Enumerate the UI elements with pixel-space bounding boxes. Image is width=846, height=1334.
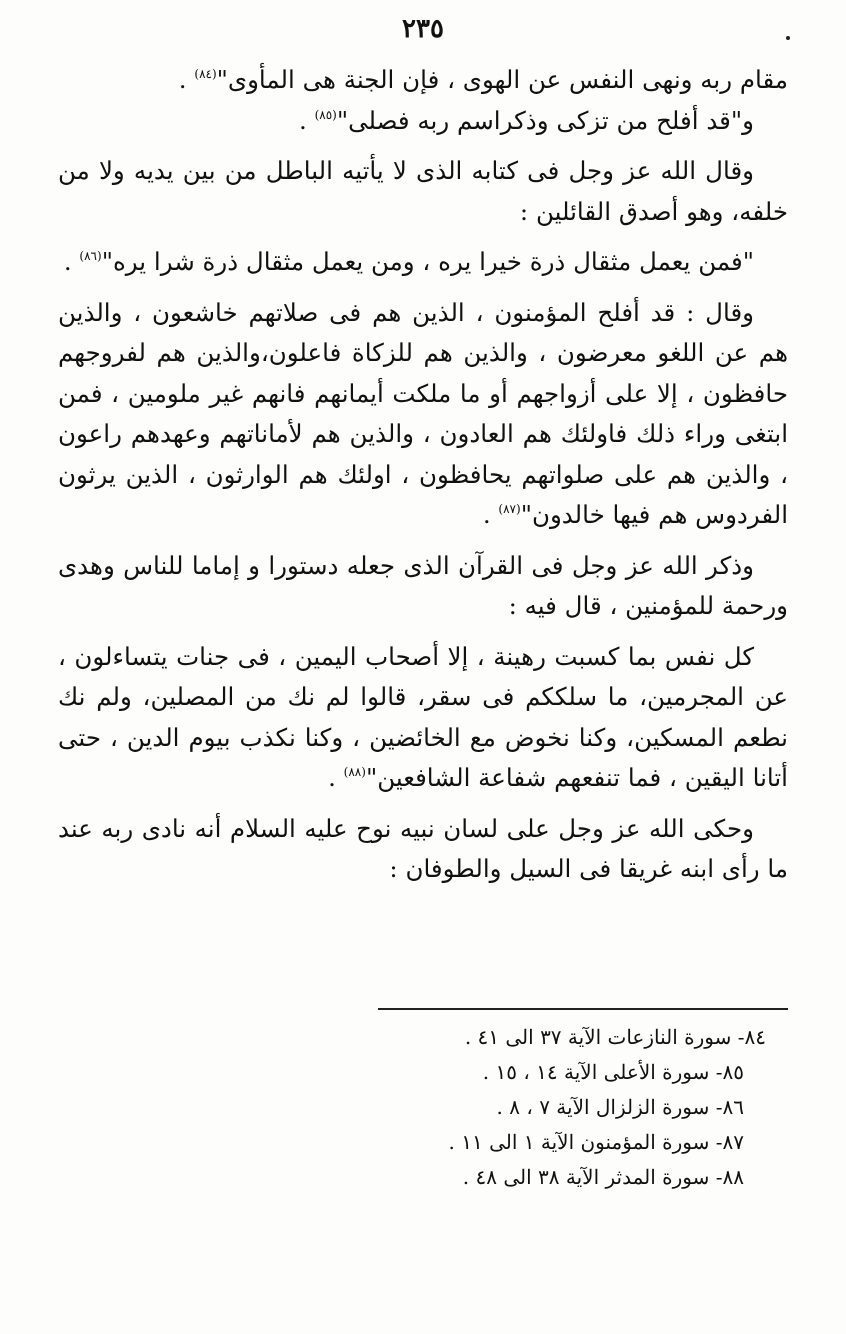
footnote-divider [378,1008,788,1010]
paragraph: و"قد أفلح من تزكى وذكراسم ربه فصلى"$^{(٨٥)}$ . [299,105,754,135]
body-text [58,60,788,890]
paragraph: وحكى الله عز وجل على لسان نبيه نوح عليه السلام أنه نادى ربه عند ما رأى ابنه غريقا فى السيل والطوفان : [58,813,788,883]
paragraph: وذكر الله عز وجل فى القرآن الذى جعله دستورا و إماما للناس وهدى ورحمة للمؤمنين ، قال فيه : [58,550,788,620]
footnote-item: ٨٦- سورة الزلزال الآية ٧ ، ٨ . [496,1095,744,1119]
footnote-ref[interactable]: (٨٧) [498,502,521,516]
footnote-ref[interactable]: (٨٦) [79,249,102,263]
paragraph: كل نفس بما كسبت رهينة ، إلا أصحاب اليمين ، فى جنات يتساءلون ، عن المجرمين، ما سلككم فى سقر، قالوا لم نك من المصلين، ولم نك نطعم المسكين، وكنا نخوض مع الخائضين ، وكنا نكذب بيوم الدين ، حتى أتانا اليقين ، فما تنفعهم شفاعة الشافعين"$^{(٨٨)}$ . [58,641,788,792]
footnote-ref[interactable]: (٨٥) [314,107,337,122]
footnotes [266,1020,766,1195]
paragraph: وقال : قد أفلح المؤمنون ، الذين هم فى صلاتهم خاشعون ، والذين هم عن اللغو معرضون ، والذين هم للزكاة فاعلون،والذين هم لفروجهم حافظون ، إلا على أزواجهم أو ما ملكت أيمانهم فانهم غير ملومين ، فمن ابتغى وراء ذلك فاولئك هم العادون ، والذين هم لأماناتهم وعهدهم راعون ، والذين هم على صلواتهم يحافظون ، اولئك هم الوارثون ، الذين يرثون الفردوس هم فيها خالدون"$^{(٨٧)}$ . [58,297,788,529]
paragraph: "فمن يعمل مثقال ذرة خيرا يره ، ومن يعمل مثقال ذرة شرا يره"$^{(٨٦)}$ . [63,247,754,276]
footnote-item: ٨٥- سورة الأعلى الآية ١٤ ، ١٥ . [482,1060,744,1084]
paragraph: وقال الله عز وجل فى كتابه الذى لا يأتيه الباطل من بين يديه ولا من خلفه، وهو أصدق القائلين : [58,156,788,226]
paragraph: مقام ربه ونهى النفس عن الهوى ، فإن الجنة هى المأوى"$^{(٨٤)}$ . [178,65,788,94]
print-speck [786,36,790,40]
footnote-item: ٨٨- سورة المدثر الآية ٣٨ الى ٤٨ . [462,1165,744,1189]
footnote-item: ٨٤- سورة النازعات الآية ٣٧ الى ٤١ . [464,1025,766,1049]
footnote-item: ٨٧- سورة المؤمنون الآية ١ الى ١١ . [448,1130,744,1154]
footnote-ref[interactable]: (٨٨) [343,765,366,779]
footnote-ref[interactable]: (٨٤) [194,67,217,81]
page-number: ٢٣٥ [402,14,444,44]
